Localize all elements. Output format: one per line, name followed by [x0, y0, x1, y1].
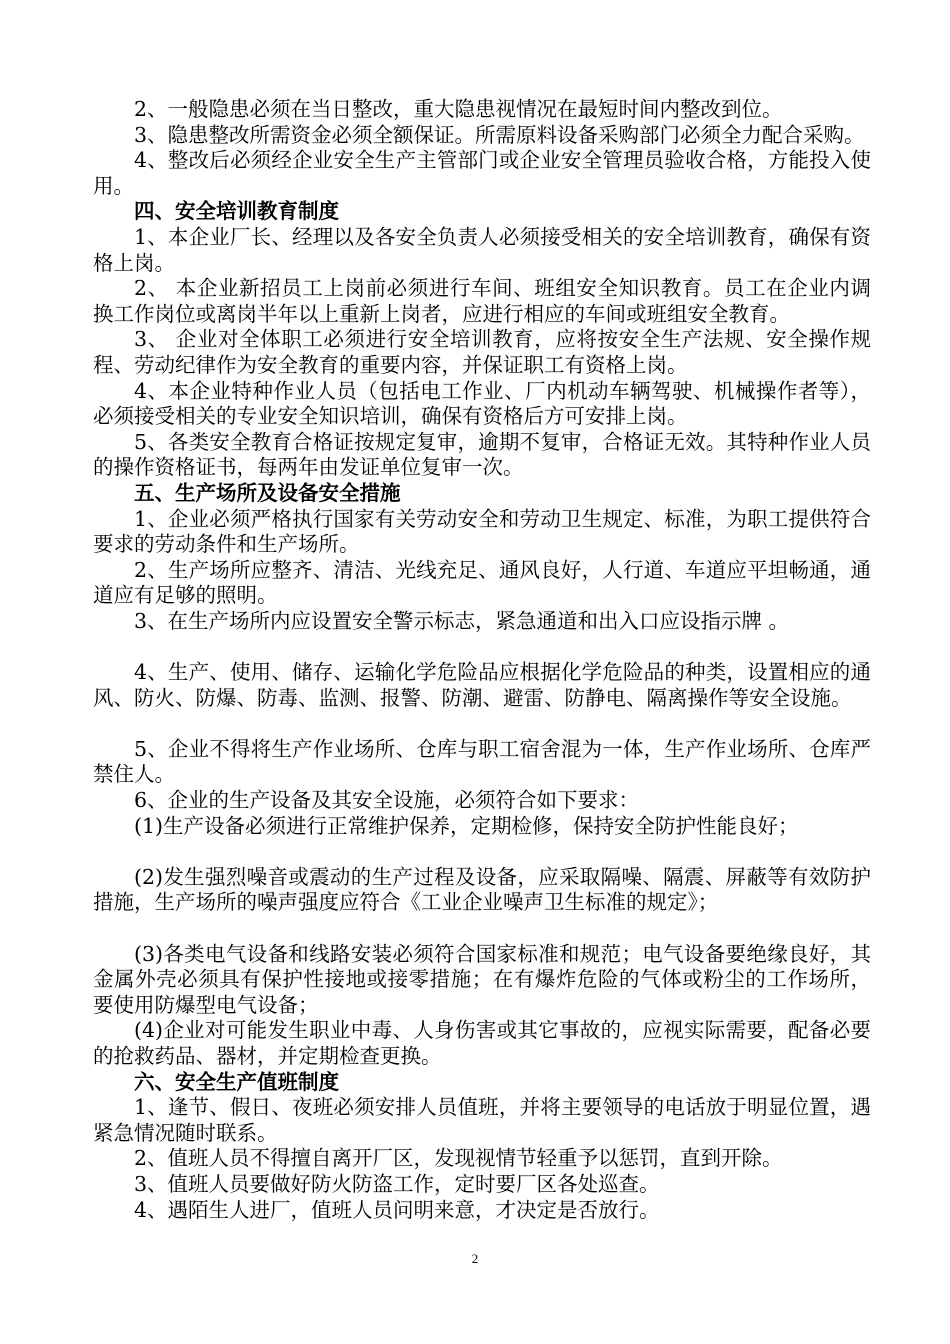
- paragraph: 1、逢节、假日、夜班必须安排人员值班，并将主要领导的电话放于明显位置，遇紧急情况随时联系。: [93, 1095, 871, 1145]
- paragraph: 1、本企业厂长、经理以及各安全负责人必须接受相关的安全培训教育，确保有资格上岗。: [93, 224, 871, 275]
- paragraph: (4)企业对可能发生职业中毒、人身伤害或其它事故的，应视实际需要，配备必要的抢救药品、器材，并定期检查更换。: [93, 1018, 871, 1068]
- paragraph: 3、在生产场所内应设置安全警示标志，紧急通道和出入口应设指示牌 。: [134, 608, 790, 633]
- paragraph: (1)生产设备必须进行正常维护保养，定期检修，保持安全防护性能良好；: [134, 813, 799, 838]
- paragraph: 1、企业必须严格执行国家有关劳动安全和劳动卫生规定、标准，为职工提供符合要求的劳动条件和生产场所。: [93, 506, 871, 557]
- paragraph: 3、值班人员要做好防火防盗工作，定时要厂区各处巡查。: [134, 1171, 660, 1196]
- paragraph: (3)各类电气设备和线路安装必须符合国家标准和规范；电气设备要绝缘良好，其金属外壳必须具有保护性接地或接零措施；在有爆炸危险的气体或粉尘的工作场所，要使用防爆型电气设备；: [93, 941, 871, 1017]
- blank-line: [93, 711, 871, 737]
- paragraph: 4、本企业特种作业人员（包括电工作业、厂内机动车辆驾驶、机械操作者等），必须接受相关的专业安全知识培训，确保有资格后方可安排上岗。: [93, 378, 871, 429]
- paragraph: 5、各类安全教育合格证按规定复审，逾期不复审，合格证无效。其特种作业人员的操作资格证书，每两年由发证单位复审一次。: [93, 429, 871, 480]
- paragraph: 3、 企业对全体职工必须进行安全培训教育，应将按安全生产法规、安全操作规程、劳动纪律作为安全教育的重要内容，并保证职工有资格上岗。: [93, 327, 871, 377]
- paragraph: 4、生产、使用、储存、运输化学危险品应根据化学危险品的种类，设置相应的通风、防火、防爆、防毒、监测、报警、防潮、避雷、防静电、隔离操作等安全设施。: [93, 660, 871, 710]
- paragraph: 5、企业不得将生产作业场所、仓库与职工宿舍混为一体，生产作业场所、仓库严禁住人。: [93, 736, 871, 787]
- paragraph: 2、值班人员不得擅自离开厂区，发现视情节轻重予以惩罚，直到开除。: [134, 1146, 783, 1171]
- paragraph: 2、生产场所应整齐、清洁、光线充足、通风良好，人行道、车道应平坦畅通，通道应有足够的照明。: [93, 557, 871, 608]
- paragraph: (2)发生强烈噪音或震动的生产过程及设备，应采取隔噪、隔震、屏蔽等有效防护措施，生产场所的噪声强度应符合《工业企业噪声卫生标准的规定》；: [93, 864, 871, 915]
- paragraph: 2、一般隐患必须在当日整改，重大隐患视情况在最短时间内整改到位。: [134, 97, 783, 121]
- page-number: 2: [471, 1251, 479, 1266]
- paragraph: 6、企业的生产设备及其安全设施，必须符合如下要求：: [134, 788, 640, 813]
- document-page: [93, 97, 871, 1223]
- section-heading: 四、安全培训教育制度: [134, 199, 339, 224]
- section-heading: 五、生产场所及设备安全措施: [134, 480, 401, 505]
- section-heading: 六、安全生产值班制度: [134, 1069, 339, 1094]
- blank-line: [93, 634, 871, 660]
- blank-line: [93, 839, 871, 865]
- paragraph: 2、 本企业新招员工上岗前必须进行车间、班组安全知识教育。员工在企业内调换工作岗位或离岗半年以上重新上岗者，应进行相应的车间或班组安全教育。: [93, 276, 871, 326]
- paragraph: 4、遇陌生人进厂，值班人员问明来意，才决定是否放行。: [134, 1197, 660, 1222]
- paragraph: 4、整改后必须经企业安全生产主管部门或企业安全管理员验收合格，方能投入使用。: [93, 148, 871, 198]
- paragraph: 3、隐患整改所需资金必须全额保证。所需原料设备采购部门必须全力配合采购。: [134, 122, 865, 147]
- blank-line: [93, 916, 871, 942]
